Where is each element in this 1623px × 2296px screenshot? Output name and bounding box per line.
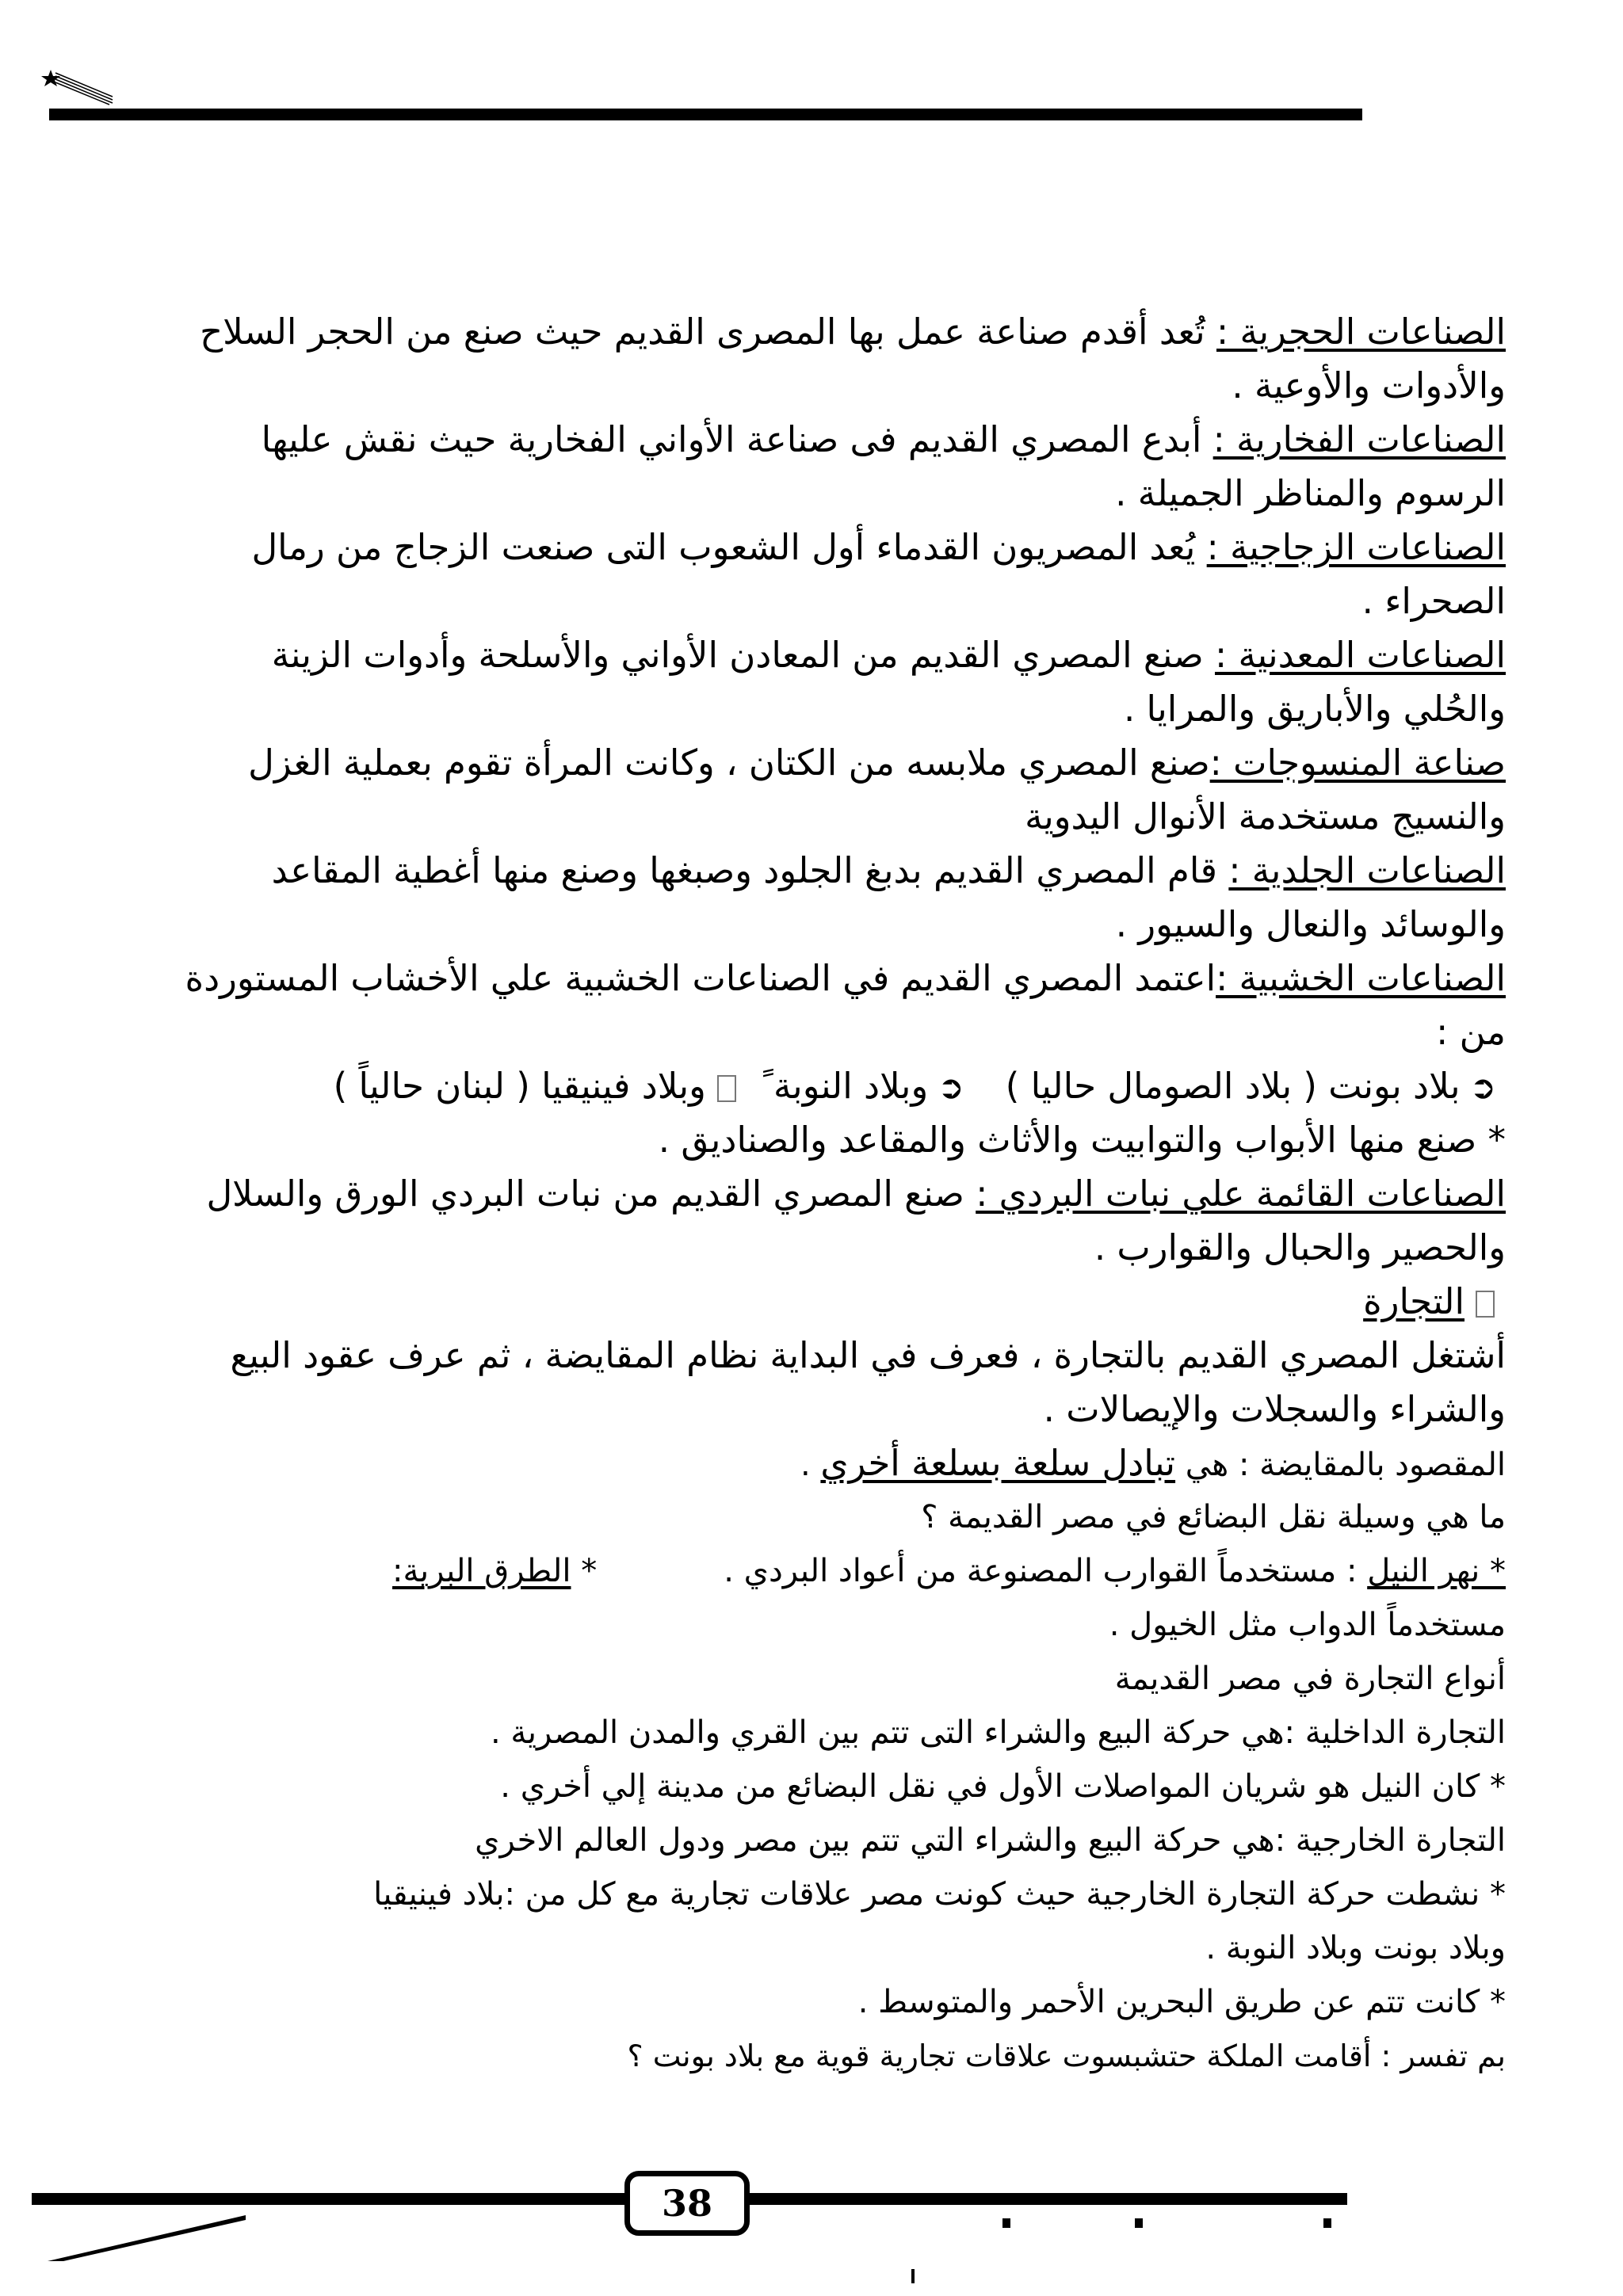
text-line: الصناعات المعدنية : صنع المصري القديم من المعادن الأواني والأسلحة وأدوات الزينة — [271, 634, 1506, 676]
arrow-bullet-icon: ➲ — [1469, 1070, 1496, 1106]
text-line: * نشطت حركة التجارة الخارجية حيث كونت مصر علاقات تجارية مع كل من :بلاد فينيقيا — [373, 1876, 1506, 1913]
box-bullet-icon — [1476, 1291, 1495, 1318]
heading-glass-industries: الصناعات الزجاجية : — [1206, 526, 1506, 568]
text-line: الصحراء . — [1361, 580, 1506, 622]
text-line: مستخدماً الدواب مثل الخيول . — [1109, 1607, 1506, 1643]
heading-stone-industries: الصناعات الحجرية : — [1216, 311, 1506, 353]
text-line: وبلاد بونت وبلاد النوبة . — [1205, 1930, 1506, 1966]
shooting-star-icon — [40, 62, 119, 109]
text-line: أنواع التجارة في مصر القديمة — [1114, 1661, 1506, 1697]
text-line: والأدوات والأوعية . — [1232, 364, 1506, 406]
text-line: والحُلي والأباريق والمرايا . — [1123, 688, 1506, 730]
text-line: الصناعات الحجرية : تُعد أقدم صناعة عمل بها المصرى القديم حيث صنع من الحجر السلاح — [200, 311, 1506, 353]
heading-papyrus-industries: الصناعات القائمة علي نبات البردي : — [976, 1173, 1506, 1215]
footer-dot — [911, 2269, 915, 2283]
box-bullet-icon — [717, 1075, 736, 1102]
text-line: من : — [1436, 1011, 1506, 1053]
footer-dot — [1002, 2218, 1010, 2228]
page-number: 38 — [624, 2171, 750, 2236]
text-line: والوسائد والنعال والسيور . — [1115, 903, 1506, 945]
text-line: الصناعات الجلدية : قام المصري القديم بدبغ الجلود وصبغها وصنع منها أغطية المقاعد — [271, 849, 1506, 891]
text-line: المقصود بالمقايضة : هي تبادل سلعة بسلعة أخري . — [800, 1442, 1506, 1484]
heading-metal-industries: الصناعات المعدنية : — [1214, 634, 1506, 676]
document-body — [143, 305, 1506, 2083]
arrow-bullet-icon: ➲ — [938, 1070, 964, 1106]
text-line: * كان النيل هو شريان المواصلات الأول في نقل البضائع من مدينة إلي أخري . — [500, 1768, 1506, 1805]
footer-dot — [1135, 2218, 1143, 2228]
heading-leather-industries: الصناعات الجلدية : — [1228, 849, 1506, 891]
text-line: صناعة المنسوجات :صنع المصري ملابسه من الكتان ، وكانت المرأة تقوم بعملية الغزل — [248, 742, 1506, 784]
text-line: التجارة الداخلية :هي حركة البيع والشراء التى تتم بين القري والمدن المصرية . — [490, 1714, 1506, 1751]
text-line: أشتغل المصري القديم بالتجارة ، فعرف في البداية نظام المقايضة ، ثم عرف عقود البيع — [230, 1334, 1506, 1376]
section-title-trade: التجارة — [143, 1275, 1506, 1329]
heading-textile-industries: صناعة المنسوجات : — [1209, 742, 1506, 784]
text-line: ما هي وسيلة نقل البضائع في مصر القديمة ؟ — [921, 1499, 1506, 1535]
barter-definition: تبادل سلعة بسلعة أخري — [820, 1442, 1176, 1484]
text-line: الصناعات القائمة علي نبات البردي : صنع المصري القديم من نبات البردي الورق والسلال — [206, 1173, 1506, 1215]
text-line: * كانت تتم عن طريق البحرين الأحمر والمتوسط . — [857, 1984, 1506, 2020]
text-line: والنسيج مستخدمة الأنوال اليدوية — [1025, 795, 1506, 837]
header-rule — [49, 109, 1362, 120]
text-line: الصناعات الفخارية : أبدع المصري القديم فى صناعة الأواني الفخارية حيث نقش عليها — [261, 418, 1506, 460]
river-nile-label: * نهر النيل — [1367, 1553, 1506, 1589]
heading-pottery-industries: الصناعات الفخارية : — [1212, 418, 1506, 460]
footer-dot — [1323, 2218, 1331, 2228]
text-line: الرسوم والمناظر الجميلة . — [1115, 472, 1506, 514]
text-line: والشراء والسجلات والإيصالات . — [1043, 1388, 1506, 1430]
slash-decoration-icon — [48, 2215, 246, 2263]
text-line: بم تفسر : أقامت الملكة حتشبسوت علاقات تجارية قوية مع بلاد بونت ؟ — [627, 2039, 1506, 2073]
text-line: ➲بلاد بونت ( بلاد الصومال حاليا )➲وبلاد النوبة ًوبلاد فينيقيا ( لبنان حالياً ) — [143, 1059, 1506, 1113]
heading-wood-industries: الصناعات الخشبية : — [1216, 957, 1506, 999]
text-line: والحصير والحبال والقوارب . — [1094, 1226, 1506, 1268]
text-line: التجارة الخارجية :هي حركة البيع والشراء التي تتم بين مصر ودول العالم الاخري — [475, 1822, 1506, 1859]
land-routes-label: الطرق البرية: — [392, 1553, 571, 1589]
text-line: * صنع منها الأبواب والتوابيت والأثاث والمقاعد والصناديق . — [658, 1119, 1506, 1161]
text-line: الصناعات الخشبية :اعتمد المصري القديم في الصناعات الخشبية علي الأخشاب المستوردة — [185, 957, 1506, 999]
text-line: الصناعات الزجاجية : يُعد المصريون القدماء أول الشعوب التى صنعت الزجاج من رمال — [251, 526, 1506, 568]
text-line: * نهر النيل : مستخدماً القوارب المصنوعة من أعواد البردي .* الطرق البرية: — [392, 1553, 1506, 1589]
